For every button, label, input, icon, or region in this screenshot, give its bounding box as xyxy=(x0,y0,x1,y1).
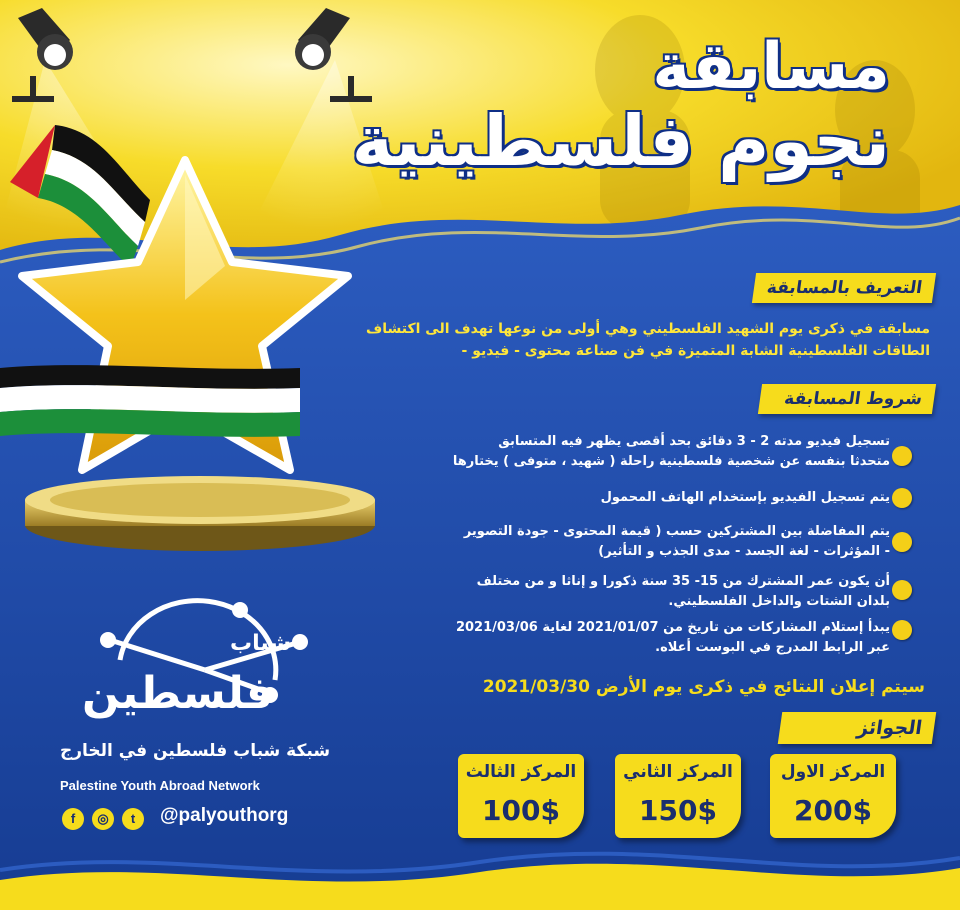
intro-text-line-2: الطاقات الفلسطينية الشابة المتميزة في فن صناعة محتوى - فيديو - xyxy=(461,343,930,359)
condition-text-line-1: تسجيل فيديو مدته 2 - 3 دقائق بحد أقصى يظهر فيه المتسابق xyxy=(498,434,890,449)
intro-text xyxy=(290,318,930,362)
condition-item xyxy=(601,488,890,508)
prizes-heading: الجوائز xyxy=(778,712,936,744)
condition-item xyxy=(456,618,890,658)
title-line-1: مسابقة xyxy=(652,30,890,104)
condition-text-line-2: متحدثا بنفسه عن شخصية فلسطينية راحلة ( شهيد ، متوفى ) يختارها xyxy=(452,454,890,469)
bullet-icon xyxy=(892,446,912,466)
condition-text-line-2: - المؤثرات - لغة الجسد - مدى الجذب و التأثير) xyxy=(598,544,890,559)
prize-label: المركز الثالث xyxy=(465,762,577,782)
condition-text-line-2: عبر الرابط المدرج في البوست أعلاه. xyxy=(655,640,890,655)
title-line-2: نجوم فلسطينية xyxy=(351,100,890,182)
org-name-english: Palestine Youth Abroad Network xyxy=(60,778,260,793)
condition-text-line-1: يتم تسجيل الفيديو بإستخدام الهاتف المحمول xyxy=(600,490,890,505)
prize-card-third xyxy=(458,754,584,838)
bullet-icon xyxy=(892,488,912,508)
org-name-arabic: شبكة شباب فلسطين في الخارج xyxy=(60,741,331,761)
bullet-icon xyxy=(892,620,912,640)
condition-text-line-1: أن يكون عمر المشترك من 15- 35 سنة ذكورا و إناثا و من مختلف xyxy=(476,574,890,589)
social-handle[interactable]: @palyouthorg xyxy=(160,805,289,826)
bullet-icon xyxy=(892,532,912,552)
intro-heading: التعريف بالمسابقة xyxy=(752,273,936,303)
prize-value: 200$ xyxy=(794,794,872,827)
facebook-icon[interactable]: f xyxy=(62,808,84,830)
condition-text-line-1: يتم المفاضلة بين المشتركين حسب ( قيمة المحتوى - جودة التصوير xyxy=(463,524,890,539)
bullet-icon xyxy=(892,580,912,600)
prize-value: 100$ xyxy=(482,794,560,827)
twitter-icon[interactable]: t xyxy=(122,808,144,830)
prize-label: المركز الاول xyxy=(780,762,886,782)
conditions-heading: شروط المسابقة xyxy=(758,384,936,414)
results-announcement: سيتم إعلان النتائج في ذكرى يوم الأرض 2021/03/30 xyxy=(482,677,925,697)
logo-text-main: فلسطين xyxy=(82,668,274,719)
condition-text-line-2: بلدان الشتات والداخل الفلسطيني. xyxy=(668,594,890,609)
prize-card-first xyxy=(770,754,896,838)
logo-text-top: شباب xyxy=(230,631,291,656)
intro-text-line-1: مسابقة في ذكرى يوم الشهيد الفلسطيني وهي أولى من نوعها تهدف الى اكتشاف xyxy=(366,321,930,337)
condition-item xyxy=(477,572,890,612)
condition-item xyxy=(464,522,890,562)
instagram-icon[interactable]: ◎ xyxy=(92,808,114,830)
condition-item xyxy=(453,432,890,472)
prize-card-second xyxy=(615,754,741,838)
condition-text-line-1: يبدأ إستلام المشاركات من تاريخ من 2021/01/07 لغاية 2021/03/06 xyxy=(455,620,890,635)
prize-value: 150$ xyxy=(639,794,717,827)
prize-label: المركز الثاني xyxy=(623,762,733,782)
